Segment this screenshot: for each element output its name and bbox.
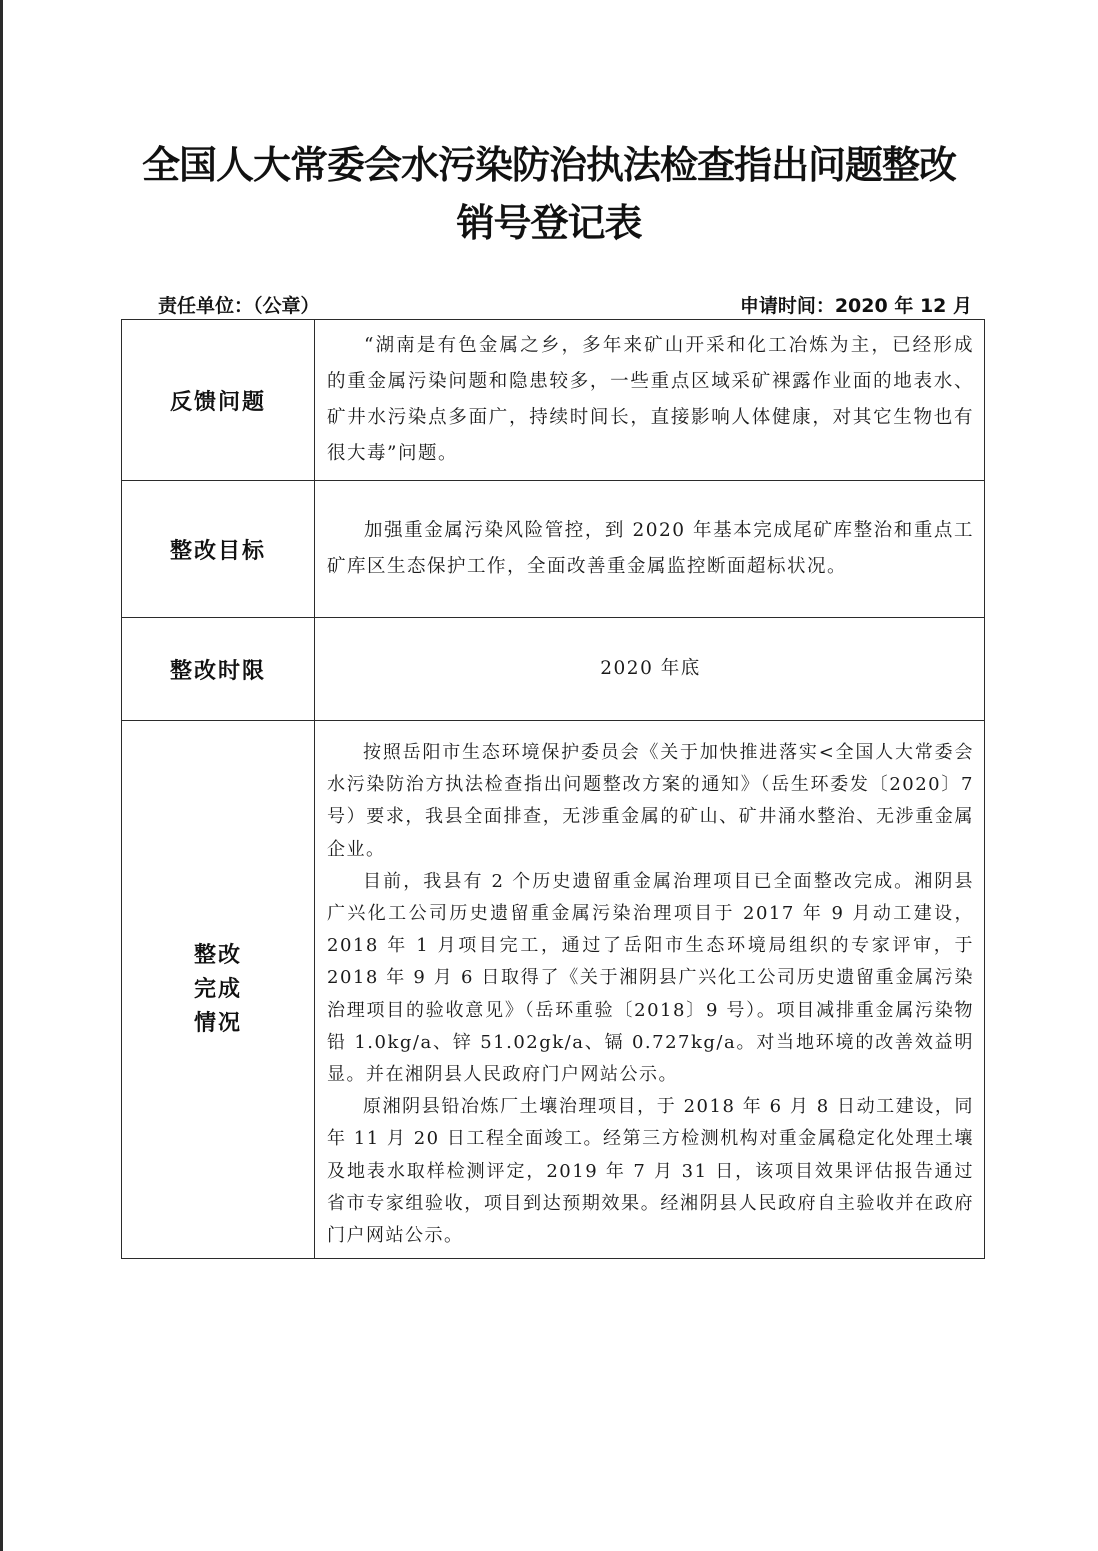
goal-content	[315, 481, 985, 618]
table-row-feedback	[122, 320, 985, 481]
deadline-value: 2020 年底	[315, 618, 985, 721]
status-label-line: 整改	[193, 942, 242, 968]
status-paragraph: 目前，我县有 2 个历史遗留重金属治理项目已全面整改完成。湘阴县广兴化工公司历史遗留重金属污染治理项目于 2017 年 9 月动工建设，2018 年 1 月项目完工，通过了岳阳市生态环境局组织的专家评审，于 2018 年 9 月 6 日取得了《关于湘阴县广兴化工公司历史遗留重金属污染治理项目的验收意见》（岳环重验〔2018〕9 号）。项目减排重金属污染物铅 1.0kg/a、锌 51.02gk/a、镉 0.727kg/a。对当地环境的改善效益明显。并在湘阴县人民政府门户网站公示。	[327, 870, 974, 1086]
status-label-line: 完成	[193, 976, 242, 1002]
status-label	[122, 721, 315, 1259]
status-paragraph: 原湘阴县铅冶炼厂土壤治理项目，于 2018 年 6 月 8 日动工建设，同年 11 月 20 日工程全面竣工。经第三方检测机构对重金属稳定化处理土壤及地表水取样检测评定，2019 年 7 月 31 日，该项目效果评估报告通过省市专家组验收，项目到达预期效果。经湘阴县人民政府自主验收并在政府门户网站公示。	[327, 1096, 974, 1247]
feedback-label: 反馈问题	[122, 320, 315, 481]
responsible-unit: 责任单位：（公章）	[158, 295, 320, 317]
document-title: 全国人大常委会水污染防治执法检查指出问题整改	[141, 143, 956, 187]
application-time: 申请时间：2020 年 12 月	[739, 295, 972, 317]
goal-label: 整改目标	[122, 481, 315, 618]
document-subtitle: 销号登记表	[456, 201, 642, 245]
table-row-deadline	[122, 618, 985, 721]
table-row-status	[122, 721, 985, 1259]
goal-text: 加强重金属污染风险管控，到 2020 年基本完成尾矿库整治和重点工矿库区生态保护工作，全面改善重金属监控断面超标状况。	[327, 520, 974, 577]
registration-table	[121, 319, 985, 1259]
feedback-text: “湖南是有色金属之乡，多年来矿山开采和化工冶炼为主，已经形成的重金属污染问题和隐患较多，一些重点区域采矿裸露作业面的地表水、矿井水污染点多面广，持续时间长，直接影响人体健康，对其它生物也有很大毒”问题。	[327, 335, 974, 464]
deadline-label: 整改时限	[122, 618, 315, 721]
table-row-goal	[122, 481, 985, 618]
status-label-line: 情况	[193, 1010, 242, 1036]
status-content	[315, 721, 985, 1259]
status-paragraph: 按照岳阳市生态环境保护委员会《关于加快推进落实<全国人大常委会水污染防治方执法检查指出问题整改方案的通知》（岳生环委发〔2020〕7 号）要求，我县全面排查，无涉重金属的矿山、矿井涌水整治、无涉重金属企业。	[327, 742, 974, 860]
feedback-content	[315, 320, 985, 481]
